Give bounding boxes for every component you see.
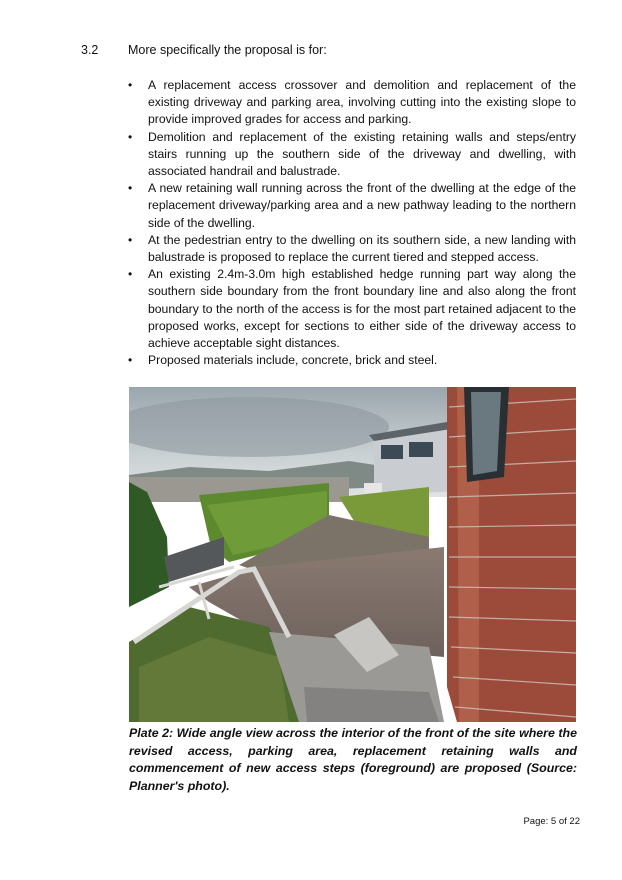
photo-caption: Plate 2: Wide angle view across the interior of the front of the site where the revised access, parking area, replacement retaining walls and commencement of new access steps (foreground) are proposed (Source: Planner's photo). <box>129 726 577 793</box>
list-item <box>128 180 576 232</box>
list-item-text: A new retaining wall running across the front of the dwelling at the edge of the replacement driveway/parking area and a new pathway leading to the northern side of the dwelling. <box>148 181 576 230</box>
list-item <box>128 77 576 129</box>
list-item-text: Proposed materials include, concrete, brick and steel. <box>148 353 438 368</box>
list-item-text: At the pedestrian entry to the dwelling on its southern side, a new landing with balustrade is proposed to replace the current tiered and stepped access. <box>148 232 576 265</box>
bullet-icon: • <box>128 129 133 144</box>
list-item <box>128 232 576 266</box>
list-item-text: A replacement access crossover and demolition and replacement of the existing driveway and parking area, involving cutting into the existing slope to provide improved grades for access and parking. <box>148 78 576 127</box>
section-intro: More specifically the proposal is for: <box>128 43 327 57</box>
bullet-icon: • <box>128 353 133 368</box>
list-item <box>128 129 576 181</box>
bullet-icon: • <box>128 232 133 247</box>
bullet-icon: • <box>128 267 133 282</box>
proposal-list <box>128 77 576 369</box>
section-number: 3.2 <box>81 43 99 57</box>
list-item-text: Demolition and replacement of the existing retaining walls and steps/entry stairs running up the southern side of the driveway and dwelling, with associated handrail and balustrade. <box>148 129 576 179</box>
list-item <box>128 266 576 352</box>
list-item <box>128 352 576 369</box>
site-photo <box>129 387 576 722</box>
bullet-icon: • <box>128 78 133 92</box>
bullet-icon: • <box>128 181 133 196</box>
page-number: Page: 5 of 22 <box>523 816 580 827</box>
list-item-text: An existing 2.4m-3.0m high established hedge running part way along the southern side boundary from the front boundary line and also along the front boundary to the north of the access is for the most part retained adjacent to the proposed works, except for sections to either side of the driveway access to achieve acceptable sight distances. <box>148 267 576 351</box>
